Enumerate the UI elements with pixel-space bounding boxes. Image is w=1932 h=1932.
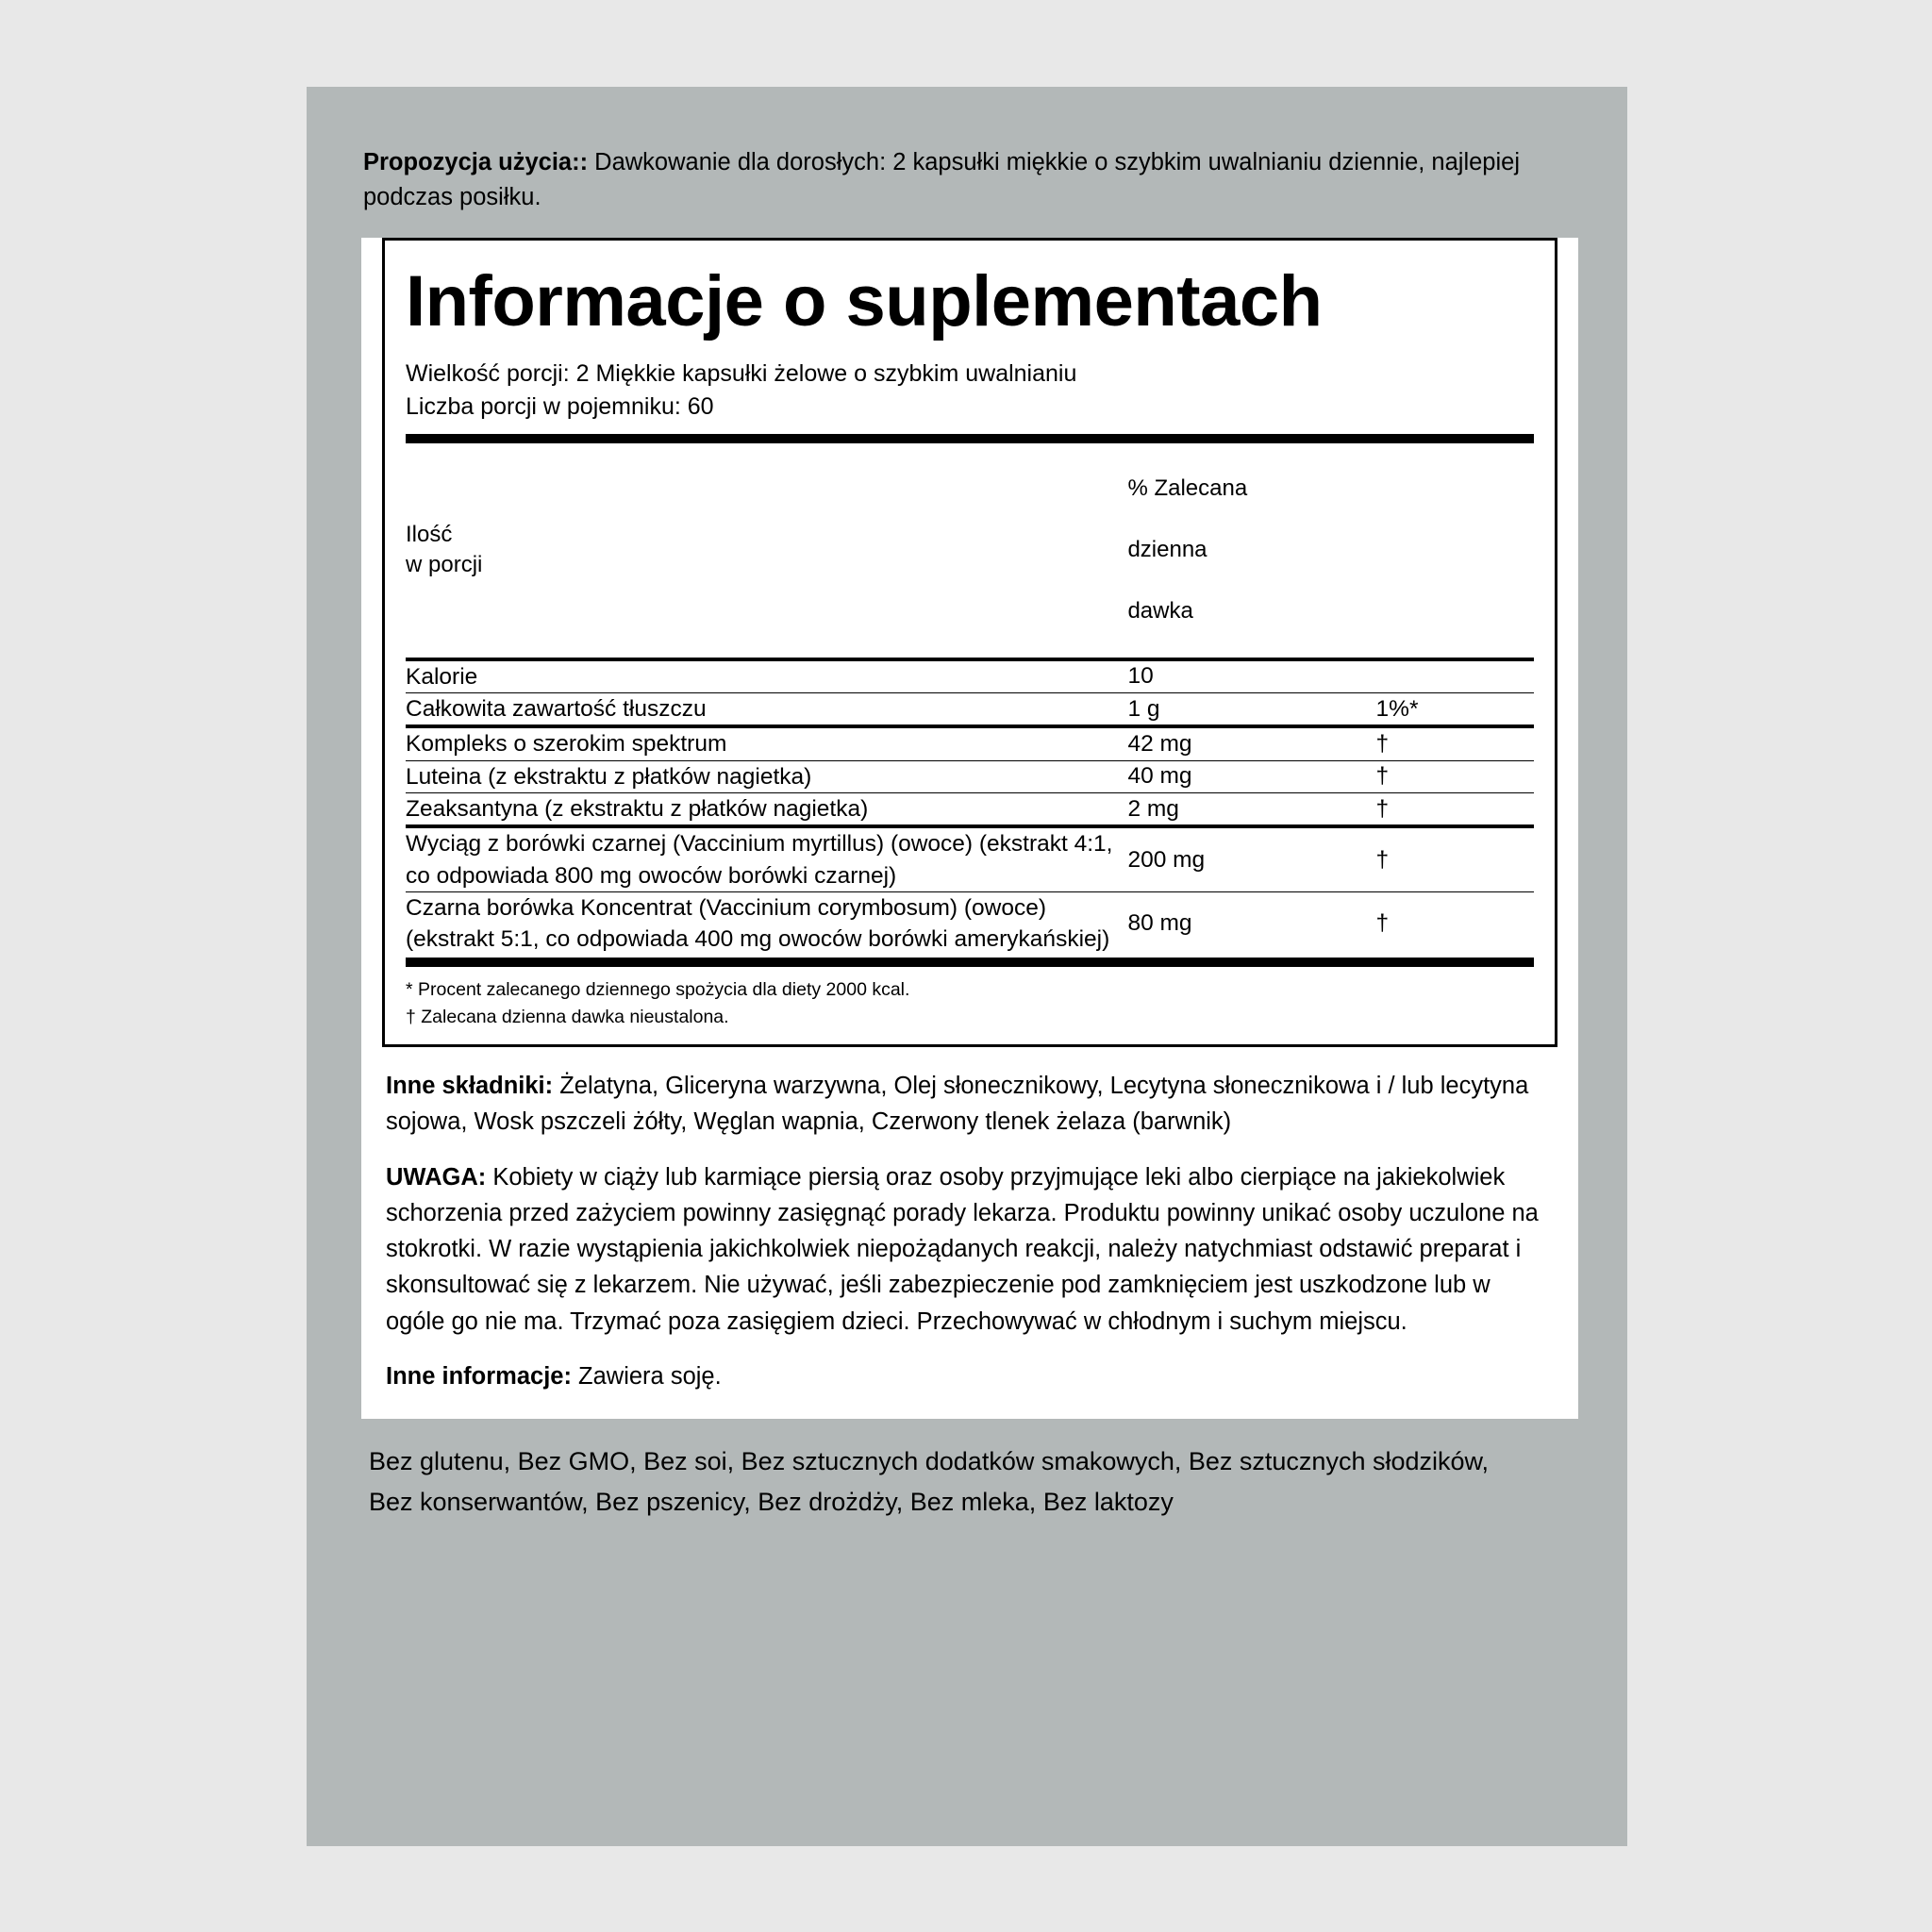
supplement-facts-table: [406, 443, 1534, 956]
nutrient-amount: 200 mg: [1127, 826, 1375, 891]
nutrient-dv: †: [1376, 826, 1534, 891]
nutrient-dv: †: [1376, 892, 1534, 956]
nutrient-name: Wyciąg z borówki czarnej (Vaccinium myrtillus) (owoce) (ekstrakt 4:1, co odpowiada 800 mg owoców borówki czarnej): [406, 826, 1127, 891]
supplement-facts-panel: [361, 238, 1578, 1419]
nutrient-dv: [1376, 659, 1534, 693]
footnote-daily-value: * Procent zalecanego dziennego spożycia dla diety 2000 kcal.: [406, 978, 910, 1000]
suggested-use-text: [363, 145, 1580, 215]
header-amount-per-serving: [406, 443, 1127, 659]
free-from-list: [361, 1441, 1578, 1523]
facts-top-rule: [406, 434, 1534, 443]
other-info-text: Zawiera soję.: [571, 1362, 722, 1390]
header-daily-value: [1127, 443, 1534, 659]
serving-size: Wielkość porcji: 2 Miękkie kapsułki żelowe o szybkim uwalnianiu: [406, 360, 1077, 388]
nutrient-dv: †: [1376, 760, 1534, 792]
facts-header-row: [406, 443, 1534, 659]
free-from-line-2: Bez konserwantów, Bez pszenicy, Bez drożdży, Bez mleka, Bez laktozy: [369, 1488, 1174, 1517]
header-dv-line2: dzienna: [1127, 537, 1208, 563]
table-row: [406, 892, 1534, 956]
nutrient-name: Luteina (z ekstraktu z płatków nagietka): [406, 760, 1127, 792]
other-info-paragraph: [386, 1358, 1554, 1394]
table-row: [406, 659, 1534, 693]
facts-footnotes: [406, 967, 1534, 1032]
header-dv-line1: % Zalecana: [1127, 475, 1248, 502]
nutrient-amount: 80 mg: [1127, 892, 1375, 956]
supplement-facts-box: [382, 238, 1557, 1047]
table-row: [406, 760, 1534, 792]
other-info-label: Inne informacje:: [386, 1362, 572, 1390]
nutrient-amount: 42 mg: [1127, 726, 1375, 760]
suggested-use-label: Propozycja użycia::: [363, 149, 589, 175]
facts-bottom-rule: [406, 958, 1534, 967]
servings-per-container: Liczba porcji w pojemniku: 60: [406, 392, 714, 420]
table-row: [406, 826, 1534, 891]
nutrient-name: Kalorie: [406, 659, 1127, 693]
warning-paragraph: [386, 1159, 1554, 1340]
other-ingredients-label: Inne składniki:: [386, 1073, 554, 1100]
other-ingredients-text: Żelatyna, Gliceryna warzywna, Olej słonecznikowy, Lecytyna słonecznikowa i / lub lecytyna sojowa, Wosk pszczeli żółty, Węglan wapnia, Czerwony tlenek żelaza (barwnik): [386, 1073, 1529, 1136]
nutrient-amount: 1 g: [1127, 693, 1375, 727]
suggested-use-body: Dawkowanie dla dorosłych: 2 kapsułki miękkie o szybkim uwalnianiu dziennie, najlepiej podczas posiłku.: [363, 149, 1520, 210]
nutrient-dv: 1%*: [1376, 693, 1534, 727]
nutrient-amount: 2 mg: [1127, 793, 1375, 827]
other-information-block: [361, 1047, 1578, 1419]
warning-text: Kobiety w ciąży lub karmiące piersią oraz osoby przyjmujące leki albo cierpiące na jakiekolwiek schorzenia przed zażyciem powinny zasięgnąć porady lekarza. Produktu powinny unikać osoby uczulone na stokrotki. W razie wystąpienia jakichkolwiek niepożądanych reakcji, należy natychmiast odstawić preparat i skonsultować się z lekarzem. Nie używać, jeśli zabezpieczenie pod zamknięciem jest uszkodzone lub w ogóle go nie ma. Trzymać poza zasięgiem dzieci. Przechowywać w chłodnym i suchym miejscu.: [386, 1163, 1539, 1335]
free-from-line-1: Bez glutenu, Bez GMO, Bez soi, Bez sztucznych dodatków smakowych, Bez sztucznych słodzików,: [369, 1447, 1490, 1475]
table-row: [406, 793, 1534, 827]
supplement-label-page: [307, 87, 1627, 1846]
nutrient-amount: 40 mg: [1127, 760, 1375, 792]
table-row: [406, 693, 1534, 727]
warning-label: UWAGA:: [386, 1163, 487, 1191]
other-ingredients: [386, 1068, 1554, 1141]
nutrient-name: Kompleks o szerokim spektrum: [406, 726, 1127, 760]
nutrient-amount: 10: [1127, 659, 1375, 693]
header-amount-line2: w porcji: [406, 552, 483, 578]
nutrient-name: Całkowita zawartość tłuszczu: [406, 693, 1127, 727]
header-amount-line1: Ilość: [406, 522, 453, 548]
footnote-dagger: † Zalecana dzienna dawka nieustalona.: [406, 1006, 729, 1027]
nutrient-dv: †: [1376, 793, 1534, 827]
table-row: [406, 726, 1534, 760]
nutrient-name: Czarna borówka Koncentrat (Vaccinium corymbosum) (owoce) (ekstrakt 5:1, co odpowiada 400 mg owoców borówki amerykańskiej): [406, 892, 1127, 956]
nutrient-dv: †: [1376, 726, 1534, 760]
header-dv-line3: dawka: [1127, 598, 1193, 625]
nutrient-name: Zeaksantyna (z ekstraktu z płatków nagietka): [406, 793, 1127, 827]
supplement-facts-title: Informacje o suplementach: [406, 261, 1323, 341]
